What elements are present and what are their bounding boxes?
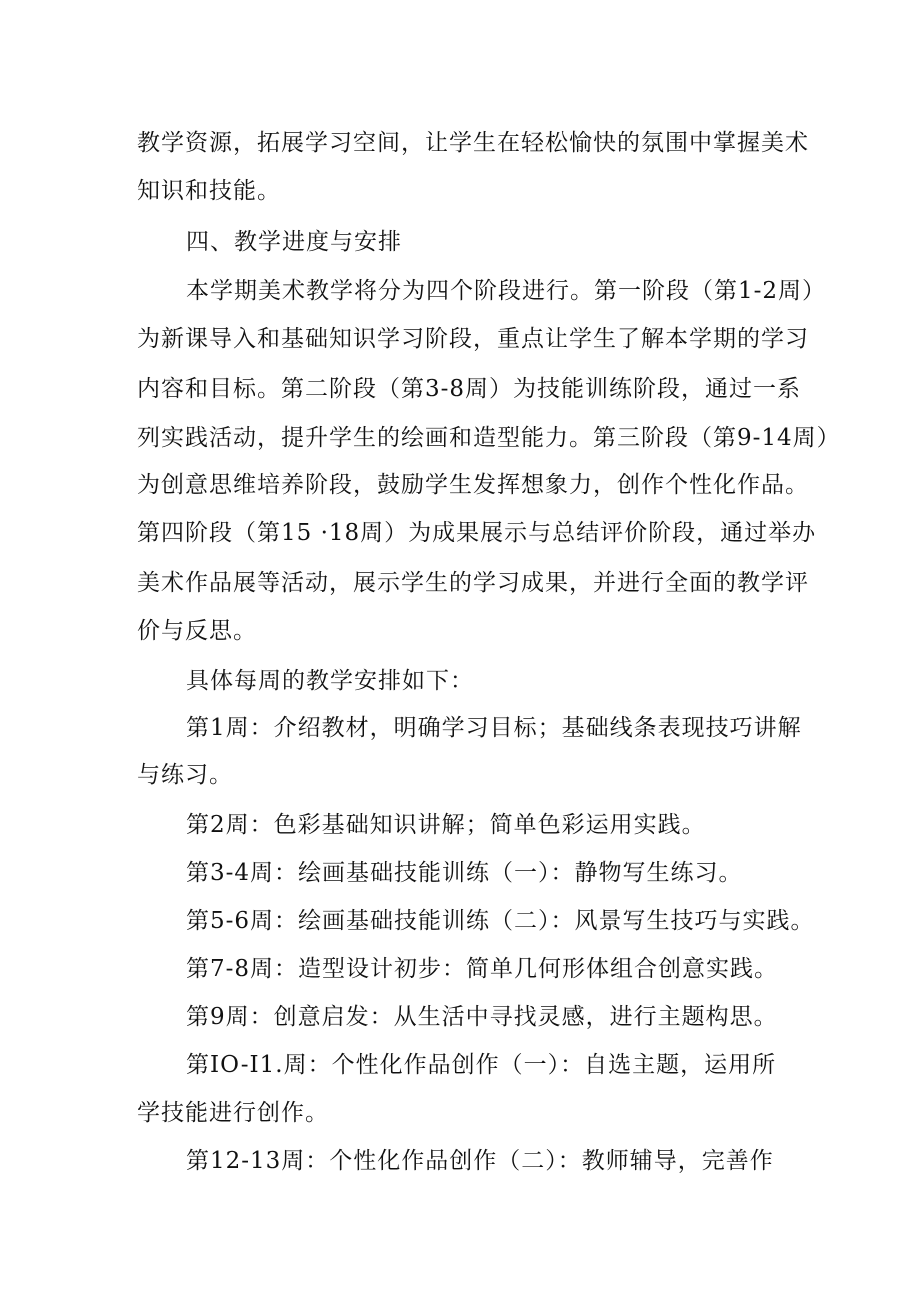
section-heading: 四、教学进度与安排 (186, 229, 402, 255)
list-item: 第12-13周：个性化作品创作（二）：教师辅导，完善作 (186, 1148, 774, 1174)
paragraph-line: 价与反思。 (137, 618, 257, 644)
paragraph-line: 知识和技能。 (137, 178, 281, 204)
list-item: 第1周：介绍教材，明确学习目标；基础线条表现技巧讲解 (186, 715, 802, 741)
paragraph-line: 教学资源，拓展学习空间，让学生在轻松愉快的氛围中掌握美术 (137, 130, 809, 156)
paragraph-line: 列实践活动，提升学生的绘画和造型能力。第三阶段（第9-14周） (137, 425, 841, 451)
paragraph-line: 第四阶段（第15 ·18周）为成果展示与总结评价阶段，通过举办 (137, 520, 817, 546)
list-item-cont: 学技能进行创作。 (137, 1100, 329, 1126)
list-item: 第5-6周：绘画基础技能训练（二）：风景写生技巧与实践。 (186, 908, 815, 934)
paragraph-line: 内容和目标。第二阶段（第3-8周）为技能训练阶段，通过一系 (137, 376, 802, 402)
list-item: 第IO-I1.周：个性化作品创作（一）：自选主题，运用所 (186, 1052, 777, 1078)
list-item: 第2周：色彩基础知识讲解；简单色彩运用实践。 (186, 812, 706, 838)
list-item: 第3-4周：绘画基础技能训练（一）：静物写生练习。 (186, 860, 743, 886)
list-item: 第9周：创意启发：从生活中寻找灵感，进行主题构思。 (186, 1004, 778, 1030)
list-item: 第7-8周：造型设计初步：简单几何形体组合创意实践。 (186, 956, 779, 982)
paragraph-line: 本学期美术教学将分为四个阶段进行。第一阶段（第1-2周） (186, 278, 827, 304)
list-item-cont: 与练习。 (137, 762, 233, 788)
paragraph-line: 为新课导入和基础知识学习阶段，重点让学生了解本学期的学习 (137, 326, 809, 352)
paragraph-line: 具体每周的教学安排如下： (186, 668, 474, 694)
paragraph-line: 美术作品展等活动，展示学生的学习成果，并进行全面的教学评 (137, 570, 809, 596)
paragraph-line: 为创意思维培养阶段，鼓励学生发挥想象力，创作个性化作品。 (137, 472, 809, 498)
